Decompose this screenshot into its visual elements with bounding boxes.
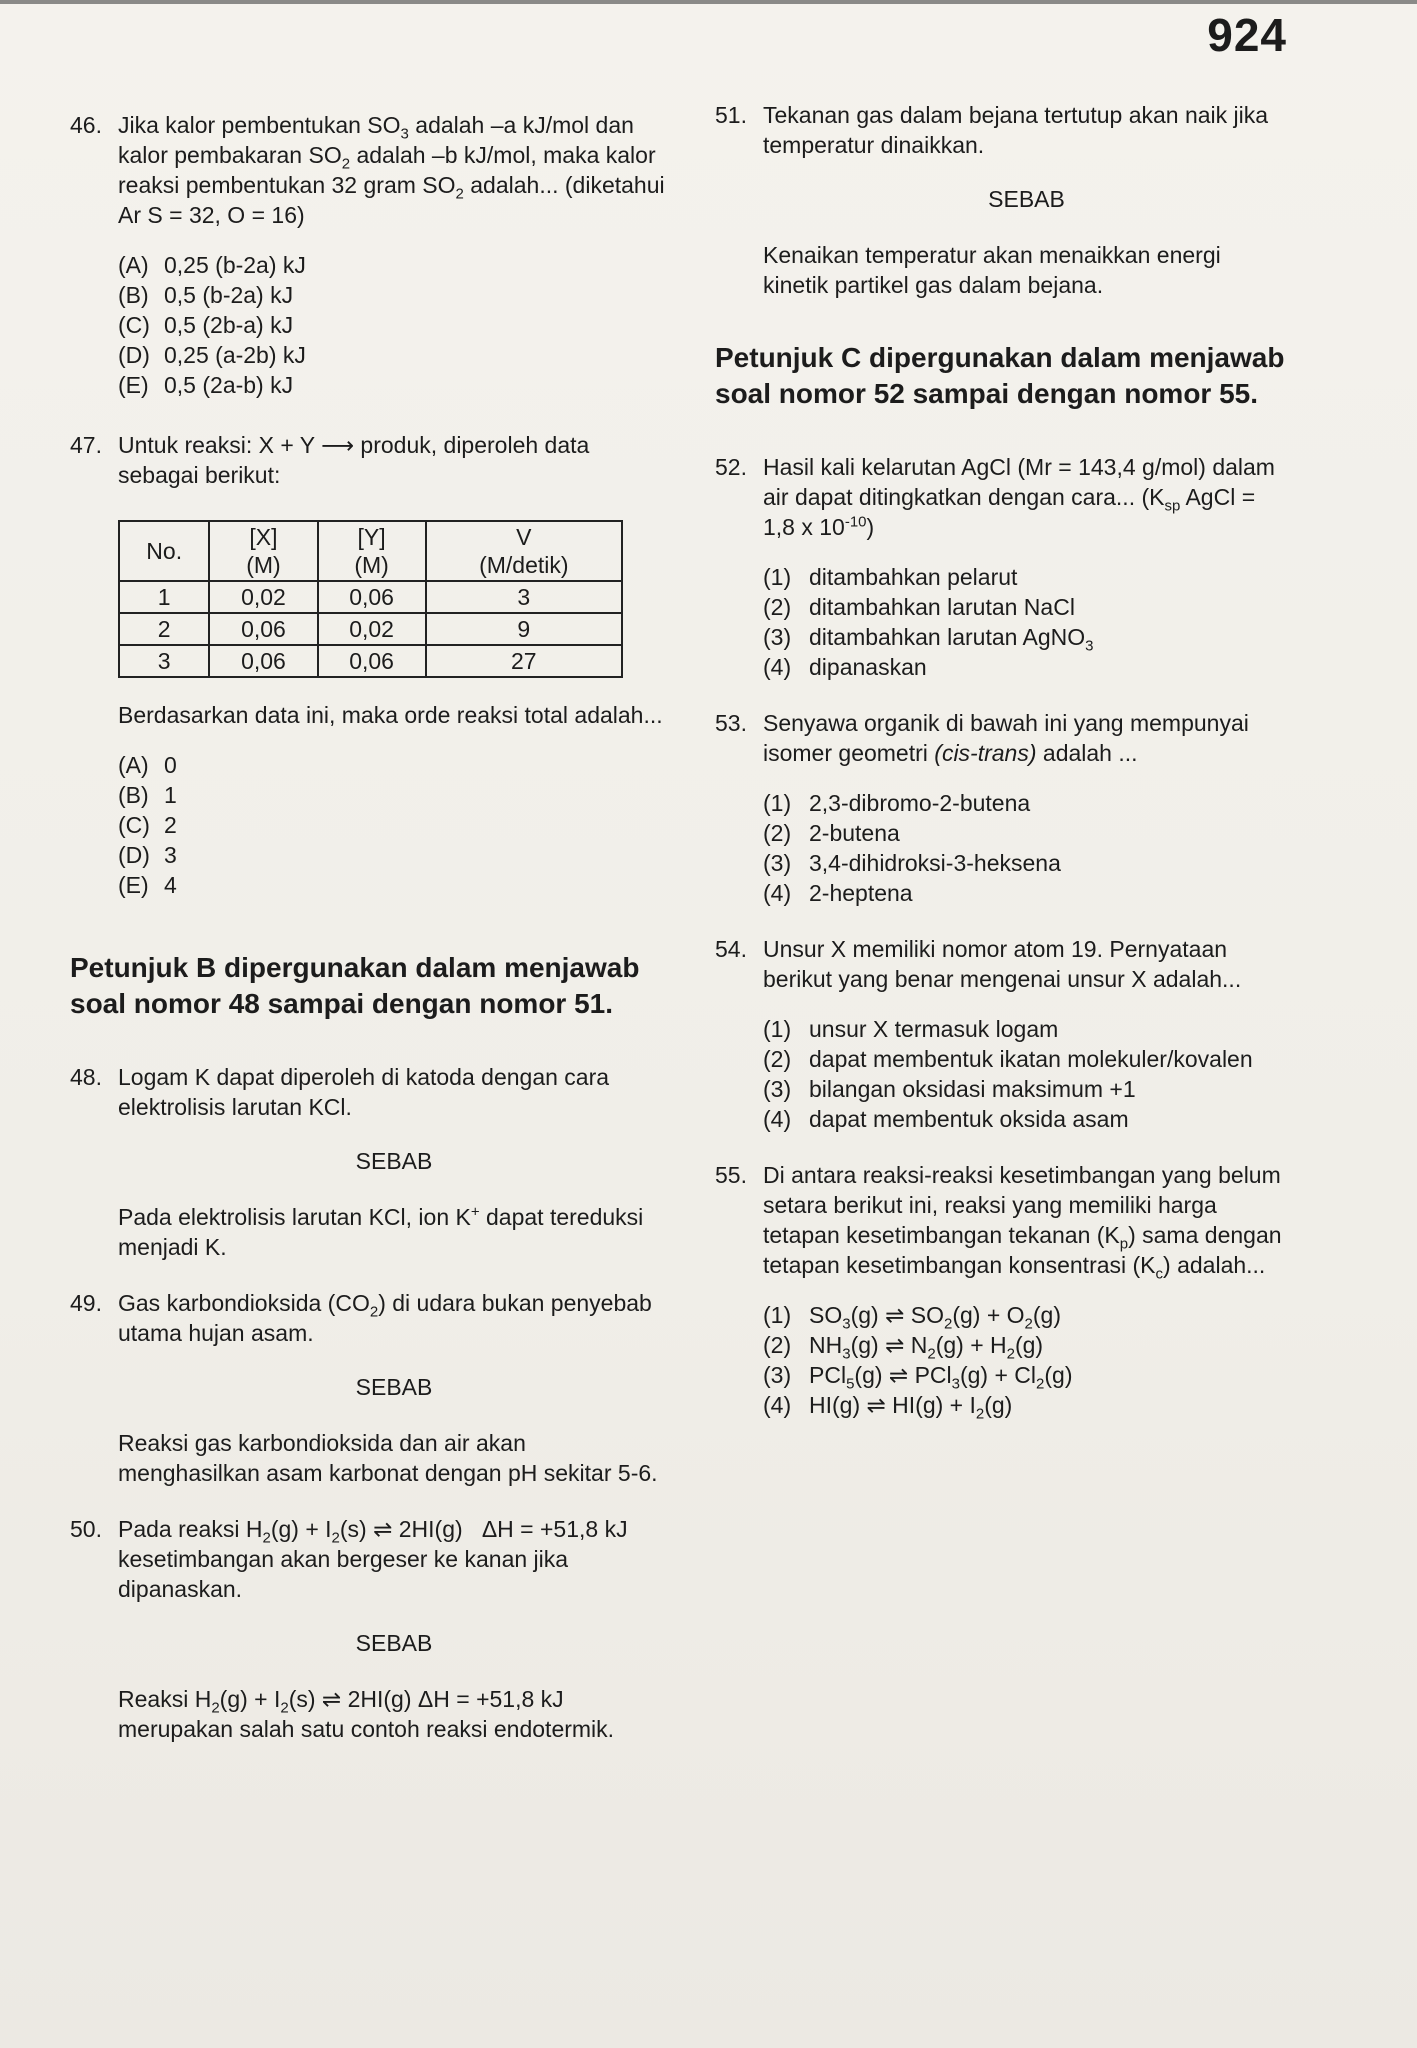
question-text: Pada reaksi $H_2(g) + I_2(s)$ ⇌ 2HI(g) ΔH = +51,8 kJ kesetimbangan akan bergeser ke kanan jika dipanaskan. [118,1516,628,1602]
option: (3) ditambahkan larutan AgNO$_3$ [763,624,1094,655]
question-number: 48. [70,1064,102,1090]
question-number: 50. [70,1516,102,1542]
option: (E) 0,5 (2a-b) kJ [118,372,294,398]
option-list [118,250,670,400]
sebab-label: SEBAB [988,186,1065,212]
question-48 [70,1062,670,1262]
question-text: Jika kalor pembentukan $SO_3$ adalah –a kJ/mol dan kalor pembakaran $SO_2$ adalah –b kJ/mol, maka kalor reaksi pembentukan 32 gram $SO_2$ adalah... (diketahui Ar S = 32, O = 16) [118,112,665,228]
option: (E) 4 [118,872,177,898]
option: (2) 2-butena [763,820,900,846]
question-number: 49. [70,1290,102,1316]
option: (4) dipanaskan [763,654,927,680]
table-header-row: No. [X] (M) [Y] (M) V (M/detik) [119,521,622,581]
question-49 [70,1288,670,1488]
question-number: 54. [715,936,747,962]
option: (3) 3,4-dihidroksi-3-heksena [763,850,1061,876]
question-text: Hasil kali kelarutan AgCl (Mr = 143,4 g/mol) dalam air dapat ditingkatkan dengan cara... ($K_{sp}$ AgCl = 1,8 x $10^{-10}$) [763,454,1275,540]
page-top-edge [0,0,1417,4]
option: (1) unsur X termasuk logam [763,1016,1059,1042]
option: (B) 1 [118,782,177,808]
question-number: 53. [715,710,747,736]
option: (1) ditambahkan pelarut [763,564,1018,590]
option: (C) 0,5 (2b-a) kJ [118,312,294,338]
option: (2) dapat membentuk ikatan molekuler/kovalen [763,1046,1253,1072]
option: (2) $NH_3(g)$ ⇌ $N_2(g) + H_2(g)$ [763,1332,1044,1363]
table-row: 1 0,02 0,06 3 [119,581,622,613]
question-text: Gas karbondioksida $(CO_2)$ di udara bukan penyebab utama hujan asam. [118,1290,652,1346]
option: (3) PCl$_5$(g) ⇌ $PCl_3(g) + Cl_2(g)$ [763,1362,1073,1393]
question-prompt: Berdasarkan data ini, maka orde reaksi total adalah... [118,702,663,728]
option: (A) 0,25 (b-2a) kJ [118,252,306,278]
section-header-c: Petunjuk C dipergunakan dalam menjawab soal nomor 52 sampai dengan nomor 55. [715,342,1285,409]
option: (4) HI(g) ⇌ $HI(g) + I_2(g)$ [763,1392,1013,1423]
option: (D) 0,25 (a-2b) kJ [118,342,306,368]
section-header-b: Petunjuk B dipergunakan dalam menjawab soal nomor 48 sampai dengan nomor 51. [70,952,640,1019]
option-list [763,1300,1290,1423]
question-text: Di antara reaksi-reaksi kesetimbangan yang belum setara berikut ini, reaksi yang memiliki harga tetapan kesetimbangan tekanan $(K_p)$ sama dengan tetapan kesetimbangan konsentrasi $(K_c)$ adalah... [763,1162,1282,1283]
question-46 [70,110,670,400]
question-50 [70,1514,670,1744]
question-55 [715,1160,1290,1423]
question-number: 51. [715,102,747,128]
question-text: Logam K dapat diperoleh di katoda dengan cara elektrolisis larutan KCl. [118,1064,610,1120]
option: (1) $SO_3(g)$ ⇌ $SO_2(g) + O_2(g)$ [763,1302,1062,1333]
question-number: 46. [70,112,102,138]
question-text: Tekanan gas dalam bejana tertutup akan naik jika temperatur dinaikkan. [763,102,1269,158]
question-47 [70,430,670,900]
question-text: Untuk reaksi: X + Y ⟶ produk, diperoleh data sebagai berikut: [118,432,590,488]
reason-text: Pada elektrolisis larutan KCl, ion K+ dapat tereduksi menjadi K. [118,1203,644,1260]
question-number: 52. [715,454,747,480]
sebab-label: SEBAB [355,1374,433,1400]
question-number: 55. [715,1162,747,1188]
question-53 [715,708,1290,908]
question-52 [715,452,1290,682]
table-row: 3 0,06 0,06 27 [119,645,622,677]
question-number: 47. [70,432,102,458]
right-column [715,100,1290,1446]
option: (3) bilangan oksidasi maksimum +1 [763,1076,1136,1102]
left-column [70,110,670,1770]
option-list [763,788,1290,908]
option: (4) 2-heptena [763,880,913,906]
option: (4) dapat membentuk oksida asam [763,1106,1129,1132]
option: (D) 3 [118,842,177,868]
reason-text: Reaksi $H_2(g) + I_2(s)$ ⇌ 2HI(g) ΔH = +51,8 kJ merupakan salah satu contoh reaksi endotermik. [118,1686,615,1742]
option: (C) 2 [118,812,177,838]
question-51 [715,100,1290,300]
reason-text: Kenaikan temperatur akan menaikkan energi kinetik partikel gas dalam bejana. [763,242,1221,298]
question-54 [715,934,1290,1134]
option: (A) 0 [118,752,177,778]
rate-data-table [118,520,623,678]
option: (2) ditambahkan larutan NaCl [763,594,1075,620]
option: (1) 2,3-dibromo-2-butena [763,790,1031,816]
option-list [118,750,670,900]
option: (B) 0,5 (b-2a) kJ [118,282,294,308]
page-number: 924 [1207,9,1287,61]
reason-text: Reaksi gas karbondioksida dan air akan menghasilkan asam karbonat dengan pH sekitar 5-6. [118,1430,658,1486]
table-row: 2 0,06 0,02 9 [119,613,622,645]
sebab-label: SEBAB [355,1630,433,1656]
option-list [763,1014,1290,1134]
option-list [763,562,1290,682]
question-text: Unsur X memiliki nomor atom 19. Pernyataan berikut yang benar mengenai unsur X adalah... [763,936,1242,992]
sebab-label: SEBAB [355,1148,433,1174]
question-text: Senyawa organik di bawah ini yang mempunyai isomer geometri (cis-trans) adalah ... [763,710,1249,766]
